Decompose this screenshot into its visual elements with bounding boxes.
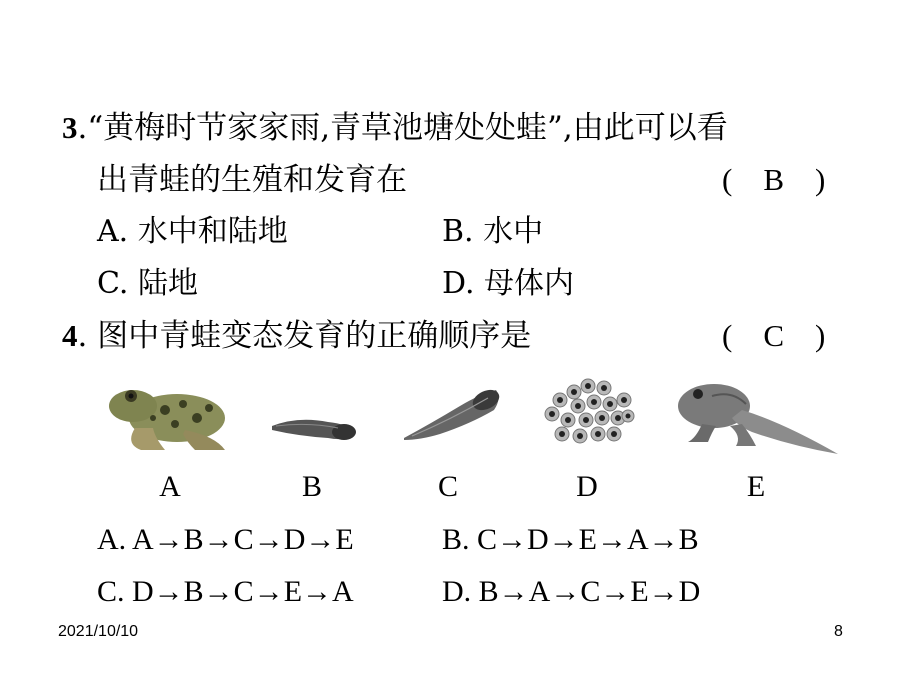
- q4-stem-text: . 图中青蛙变态发育的正确顺序是: [77, 318, 532, 354]
- q3-stem-line2: 出青蛙的生殖和发育在: [97, 162, 407, 198]
- q4-option-c: C. D→B→C→E→A: [97, 575, 354, 608]
- tadpole-large-image: [400, 384, 504, 444]
- image-label-a: A: [159, 470, 181, 503]
- q3-option-a: A. 水中和陆地: [97, 214, 288, 249]
- q3-option-d: D. 母体内: [442, 266, 575, 301]
- q3-option-b: B. 水中: [442, 214, 544, 249]
- q4-option-a: A. A→B→C→D→E: [97, 523, 354, 556]
- image-label-e: E: [746, 470, 766, 503]
- page-number: 8: [834, 623, 843, 640]
- adult-frog-image: [105, 378, 230, 454]
- tadpole-small-image: [268, 410, 360, 446]
- q3-stem-text: .“黄梅时节家家雨,青草池塘处处蛙”,由此可以看: [77, 110, 728, 146]
- q4-number: 4: [62, 318, 78, 353]
- q4-answer: ( C ): [722, 318, 826, 353]
- q3-answer: ( B ): [722, 162, 826, 197]
- q4-option-b: B. C→D→E→A→B: [442, 523, 699, 556]
- q4-option-d: D. B→A→C→E→D: [442, 575, 701, 608]
- q3-number: 3: [62, 110, 78, 145]
- image-label-c: C: [437, 470, 458, 503]
- frog-eggs-image: [540, 378, 635, 448]
- q4-stem: [62, 316, 531, 356]
- q3-option-c: C. 陆地: [97, 266, 198, 301]
- q3-stem-line1: [62, 108, 728, 148]
- image-label-d: D: [576, 470, 598, 503]
- image-label-b: B: [301, 470, 322, 503]
- footer-date: 2021/10/10: [58, 623, 139, 640]
- froglet-with-tail-image: [672, 376, 842, 458]
